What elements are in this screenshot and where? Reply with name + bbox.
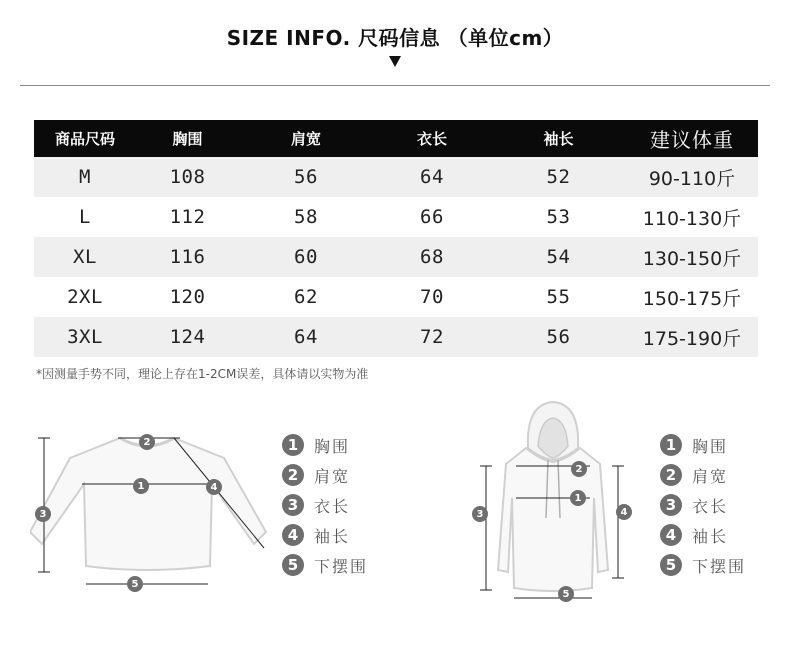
table-cell: 66 [420,206,444,228]
marker-4: 4 [616,504,632,520]
marker-2: 2 [139,434,155,450]
table-cell: 64 [373,157,491,197]
legend-number: 3 [282,494,304,516]
legend-label: 胸围 [692,436,729,456]
sweatshirt-diagram [30,420,270,600]
header-length: 衣长 [373,120,491,157]
table-cell: 56 [491,317,626,357]
legend-number: 1 [282,434,304,456]
table-cell: 112 [169,206,206,228]
marker-4: 4 [206,479,222,495]
legend-label: 肩宽 [314,466,351,486]
legend-item [282,460,368,490]
table-cell: 62 [294,286,318,308]
table-cell: 72 [373,317,491,357]
legend-number: 2 [282,464,304,486]
hoodie-legend [660,430,746,580]
legend-label: 下摆围 [314,556,369,576]
table-row [34,197,758,237]
sweatshirt-legend [282,430,368,580]
header-shoulder: 肩宽 [239,120,373,157]
legend-item [660,490,746,520]
table-cell: 3XL [34,317,136,357]
legend-number: 5 [660,554,682,576]
marker-3: 3 [35,506,51,522]
table-cell: 55 [546,286,571,308]
marker-3: 3 [472,506,488,522]
table-cell: L [79,206,91,228]
table-cell: XL [34,237,136,277]
marker-1: 1 [570,490,586,506]
legend-number: 5 [282,554,304,576]
legend-label: 袖长 [692,526,729,546]
table-cell: 108 [136,157,239,197]
header-weight: 建议体重 [626,120,758,157]
legend-label: 胸围 [314,436,351,456]
table-cell: 110-130斤 [642,207,742,230]
header-divider [20,85,770,86]
legend-item [282,520,368,550]
table-row [34,157,758,197]
legend-label: 衣长 [314,496,351,516]
header-chest: 胸围 [136,120,239,157]
size-info-title: SIZE INFO. 尺码信息 （单位cm） [226,26,564,50]
table-cell: 54 [491,237,626,277]
down-arrow-icon [389,56,401,67]
table-header-row [34,120,758,157]
legend-number: 3 [660,494,682,516]
marker-1: 1 [133,478,149,494]
hoodie-diagram [468,400,638,610]
legend-number: 2 [660,464,682,486]
table-cell: 68 [373,237,491,277]
table-cell: 53 [546,206,571,228]
legend-item [660,550,746,580]
table-row [34,317,758,357]
marker-5: 5 [558,586,574,602]
table-row [34,237,758,277]
table-cell: 58 [294,206,318,228]
table-cell: 175-190斤 [626,317,758,357]
legend-label: 肩宽 [692,466,729,486]
table-cell: 150-175斤 [642,287,742,310]
header-sleeve: 袖长 [491,120,626,157]
table-cell: 56 [239,157,373,197]
legend-item [660,520,746,550]
legend-label: 衣长 [692,496,729,516]
table-row [34,277,758,317]
legend-number: 4 [660,524,682,546]
marker-2: 2 [571,461,587,477]
legend-item [660,430,746,460]
marker-5: 5 [127,576,143,592]
legend-item [282,430,368,460]
legend-item [282,550,368,580]
table-cell: 64 [239,317,373,357]
table-cell: 130-150斤 [626,237,758,277]
table-cell: 124 [136,317,239,357]
table-cell: 60 [239,237,373,277]
table-cell: 70 [420,286,444,308]
table-cell: 2XL [67,286,103,308]
legend-item [660,460,746,490]
legend-item [282,490,368,520]
table-cell: 90-110斤 [626,157,758,197]
legend-label: 下摆围 [692,556,747,576]
table-cell: 116 [136,237,239,277]
table-cell: 120 [169,286,206,308]
measurement-note: *因测量手势不同，理论上存在1-2CM误差，具体请以实物为准 [36,367,369,381]
legend-label: 袖长 [314,526,351,546]
legend-number: 1 [660,434,682,456]
table-cell: M [34,157,136,197]
legend-number: 4 [282,524,304,546]
header-size: 商品尺码 [34,120,136,157]
table-cell: 52 [491,157,626,197]
size-table [34,120,758,357]
